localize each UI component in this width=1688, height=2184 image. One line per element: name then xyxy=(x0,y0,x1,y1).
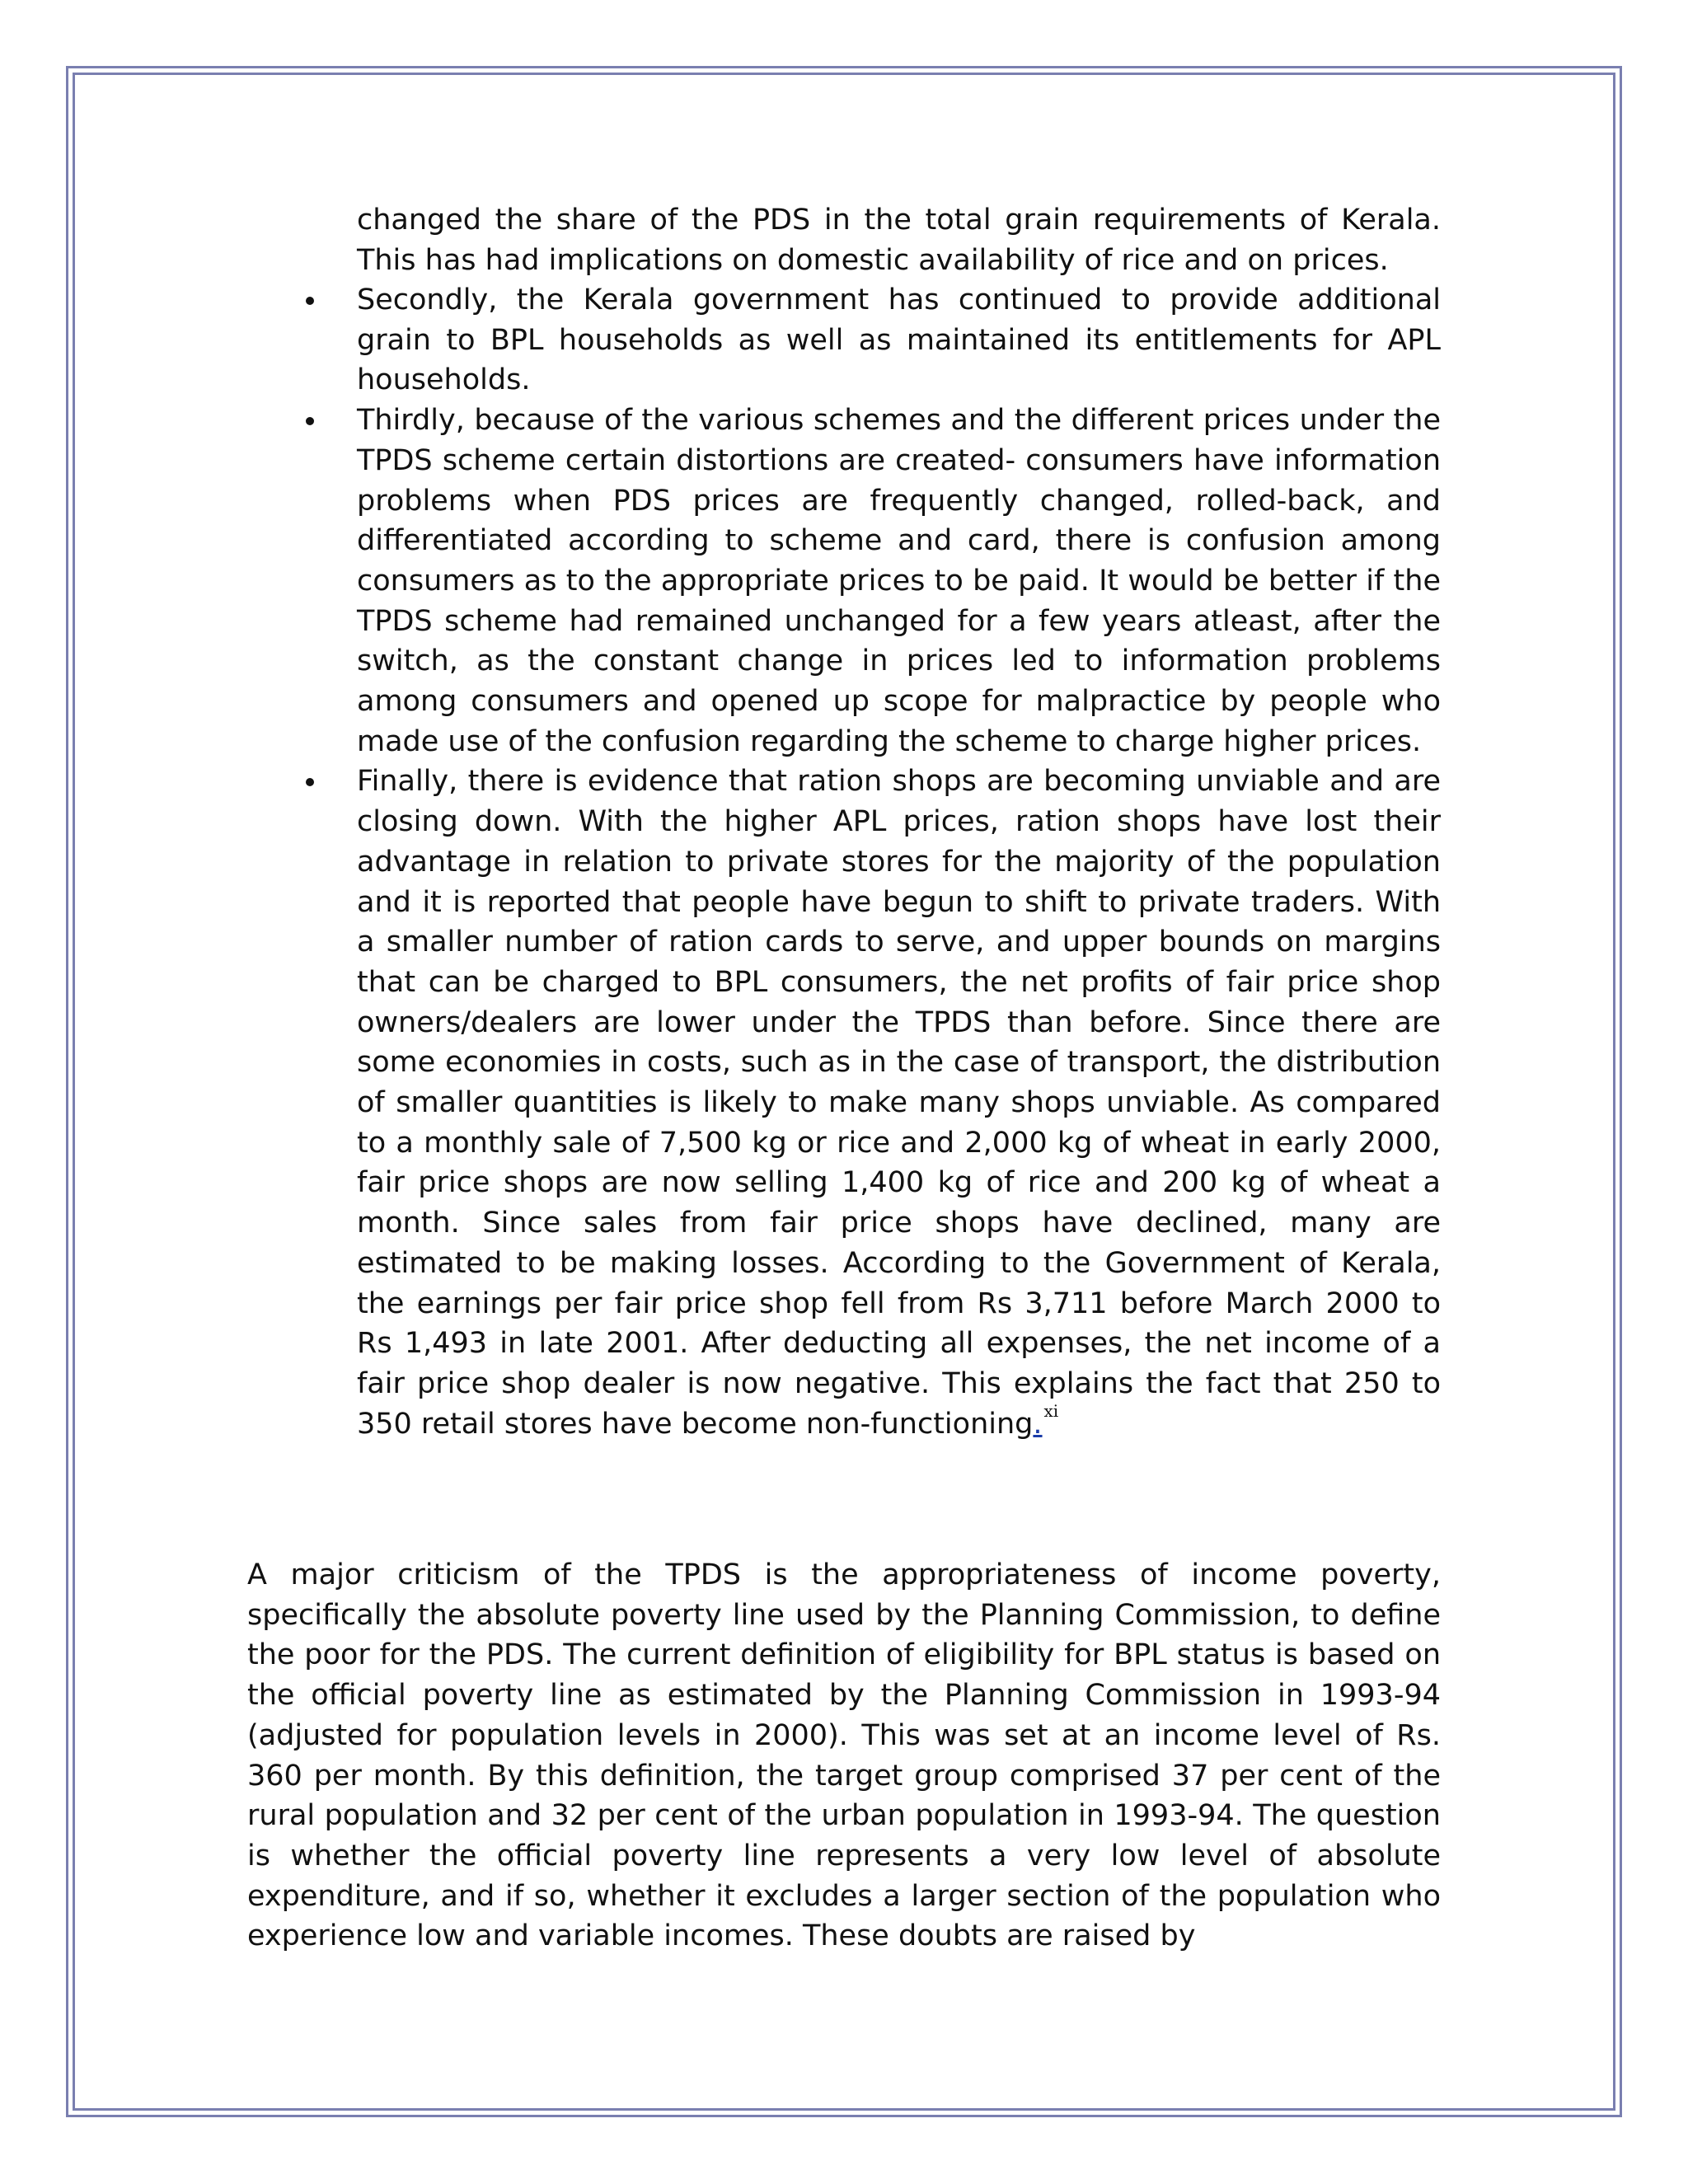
bullet-icon xyxy=(306,297,314,305)
bullet-text: Finally, there is evidence that ration shops are becoming unviable and are closing down. With the higher APL prices, ration shops have lost their advantage in relation to private stores for the majority of the population and it is reported that people have begun to shift to private traders. With a smaller number of ration cards to serve, and upper bounds on margins that can be charged to BPL consumers, the net profits of fair price shop owners/dealers are lower under the TPDS than before. Since there are some economies in costs, such as in the case of transport, the distribution of smaller quantities is likely to make many shops unviable. As compared to a monthly sale of 7,500 kg or rice and 2,000 kg of wheat in early 2000, fair price shops are now selling 1,400 kg of rice and 200 kg of wheat a month. Since sales from fair price shops have declined, many are estimated to be making losses. According to the Government of Kerala, the earnings per fair price shop fell from Rs 3,711 before March 2000 to Rs 1,493 in late 2001. After deducting all expenses, the net income of a fair price shop dealer is now negative. This explains the fact that 250 to 350 retail stores have become non-functioning xyxy=(357,765,1441,1441)
footnote-reference[interactable]: xi xyxy=(1043,1400,1059,1421)
footnote-period: . xyxy=(1033,1407,1043,1441)
bullet-text: Secondly, the Kerala government has continued to provide additional grain to BPL households as well as maintained its entitlements for APL households. xyxy=(357,284,1441,397)
body-paragraph: A major criticism of the TPDS is the appropriateness of income poverty, specifically the absolute poverty line used by the Planning Commission, to define the poor for the PDS. The current definition of eligibility for BPL status is based on the official poverty line as estimated by the Planning Commission in 1993-94 (adjusted for population levels in 2000). This was set at an income level of Rs. 360 per month. By this definition, the target group comprised 37 per cent of the rural population and 32 per cent of the urban population in 1993-94. The question is whether the official poverty line represents a very low level of absolute expenditure, and if so, whether it excludes a larger section of the population who experience low and variable incomes. These doubts are raised by xyxy=(247,1558,1441,1953)
continuation-paragraph: changed the share of the PDS in the total grain requirements of Kerala. This has had implications on domestic availability of rice and on prices. xyxy=(357,204,1441,277)
bullet-text: Thirdly, because of the various schemes and the different prices under the TPDS scheme certain distortions are created- consumers have information problems when PDS prices are frequently changed, rolled-back, and differentiated according to scheme and card, there is confusion among consumers as to the appropriate prices to be paid. It would be better if the TPDS scheme had remained unchanged for a few years atleast, after the switch, as the constant change in prices led to information problems among consumers and opened up scope for malpractice by people who made use of the confusion regarding the scheme to charge higher prices. xyxy=(357,404,1441,758)
list-item xyxy=(357,762,1441,1444)
list-item xyxy=(357,401,1441,762)
bullet-list xyxy=(357,280,1441,1444)
footnote-link[interactable] xyxy=(1033,1408,1042,1441)
list-item xyxy=(357,280,1441,401)
